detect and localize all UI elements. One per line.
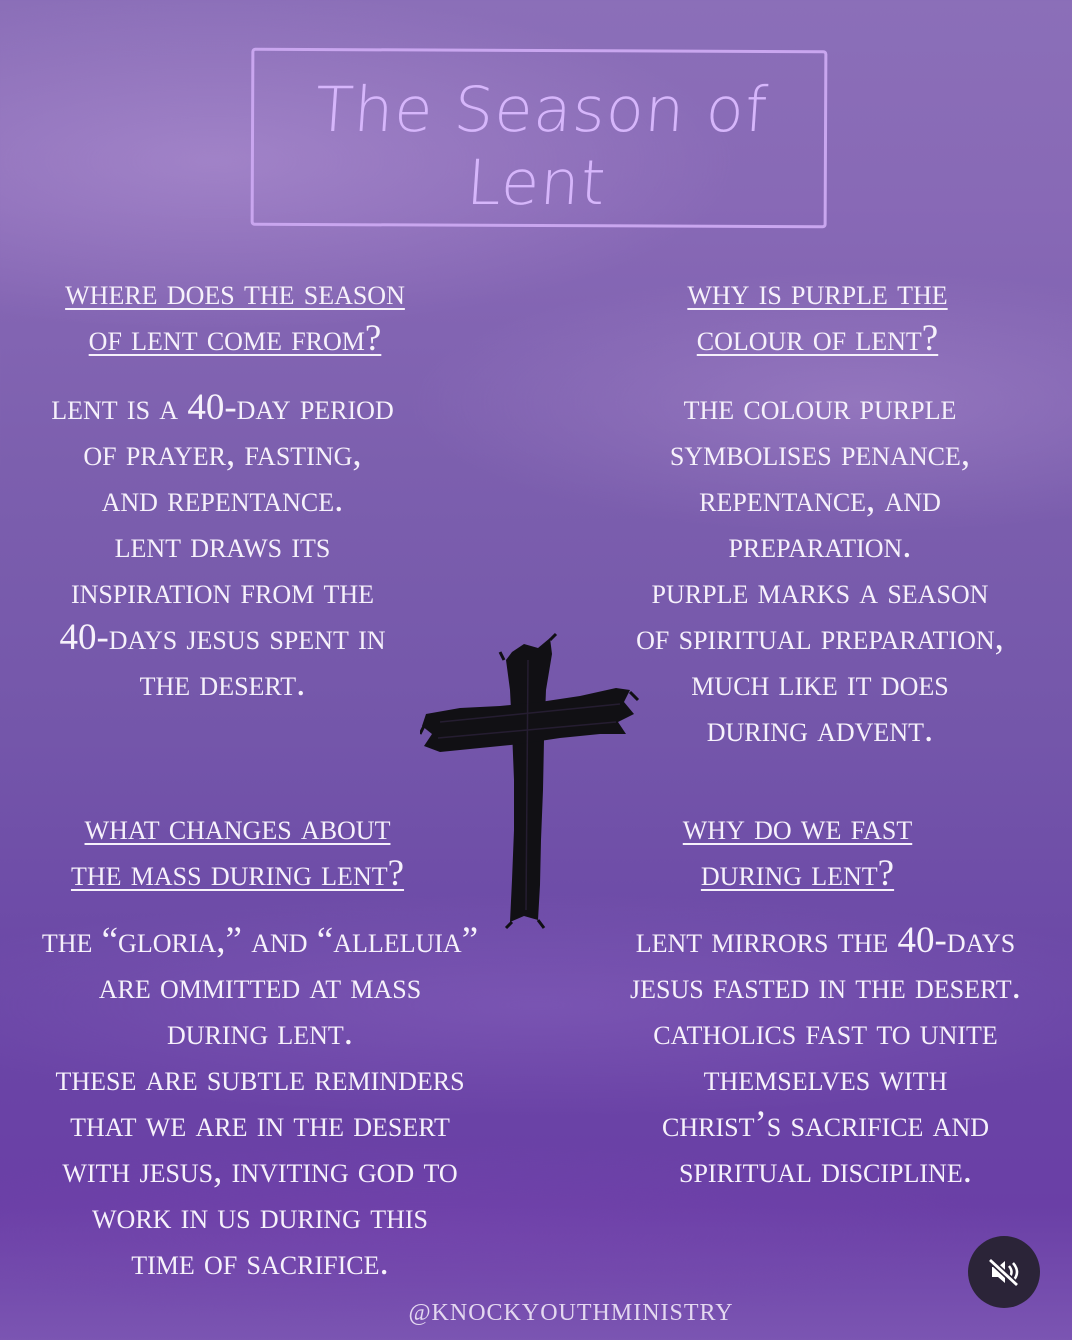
heading-line: why is purple the <box>687 272 948 313</box>
body-line: purple marks a season <box>651 571 989 612</box>
body-line: during lent. <box>166 1012 354 1053</box>
body-why-purple <box>590 385 1050 753</box>
body-line: the desert. <box>139 663 306 704</box>
body-line: inspiration from the <box>70 571 375 612</box>
body-line: time of sacrifice. <box>131 1242 389 1283</box>
body-line: that we are in the desert <box>70 1104 450 1145</box>
body-why-fast <box>588 918 1063 1194</box>
heading-line: during lent? <box>700 853 895 894</box>
heading-line: of lent come from? <box>88 318 382 359</box>
body-line: lent is a 40-day period <box>51 387 394 428</box>
body-line: during advent. <box>706 709 934 750</box>
body-line: christ’s sacrifice and <box>662 1104 989 1145</box>
body-line: and repentance. <box>101 479 344 520</box>
heading-line: colour of lent? <box>696 318 939 359</box>
body-line: these are subtle reminders <box>55 1058 465 1099</box>
body-line: themselves with <box>703 1058 948 1099</box>
heading-why-fast <box>610 805 985 897</box>
body-line: the colour purple <box>683 387 957 428</box>
body-where-lent-comes-from <box>10 385 435 707</box>
speaker-muted-icon <box>986 1254 1022 1290</box>
body-line: catholics fast to unite <box>653 1012 998 1053</box>
heading-line: why do we fast <box>682 807 913 848</box>
mute-button[interactable] <box>968 1236 1040 1308</box>
body-line: are ommitted at mass <box>98 966 422 1007</box>
body-line: lent mirrors the 40-days <box>635 920 1016 961</box>
body-line: symbolises penance, <box>669 433 971 474</box>
page-title: The Season of Lent <box>312 73 771 219</box>
body-line: work in us during this <box>92 1196 428 1237</box>
body-line: of spiritual preparation, <box>636 617 1004 658</box>
heading-mass-changes <box>25 805 450 897</box>
body-line: jesus fasted in the desert. <box>630 966 1021 1007</box>
cross-icon <box>420 630 640 930</box>
body-line: lent draws its <box>114 525 331 566</box>
body-line: of prayer, fasting, <box>83 433 362 474</box>
account-handle: @KNOCKYOUTHMINISTRY <box>408 1300 734 1326</box>
body-line: 40-days jesus spent in <box>59 617 386 658</box>
heading-where-lent-comes-from <box>30 270 440 362</box>
heading-why-purple <box>610 270 1025 362</box>
body-line: repentance, and <box>699 479 941 520</box>
heading-line: the mass during lent? <box>70 853 405 894</box>
heading-line: where does the season <box>65 272 405 313</box>
body-line: preparation. <box>728 525 912 566</box>
body-line: spiritual discipline. <box>679 1150 972 1191</box>
body-line: the “gloria,” and “alleluia” <box>41 920 479 961</box>
body-line: much like it does <box>691 663 949 704</box>
body-line: with jesus, inviting god to <box>62 1150 458 1191</box>
body-mass-changes <box>15 918 505 1286</box>
heading-line: what changes about <box>84 807 391 848</box>
